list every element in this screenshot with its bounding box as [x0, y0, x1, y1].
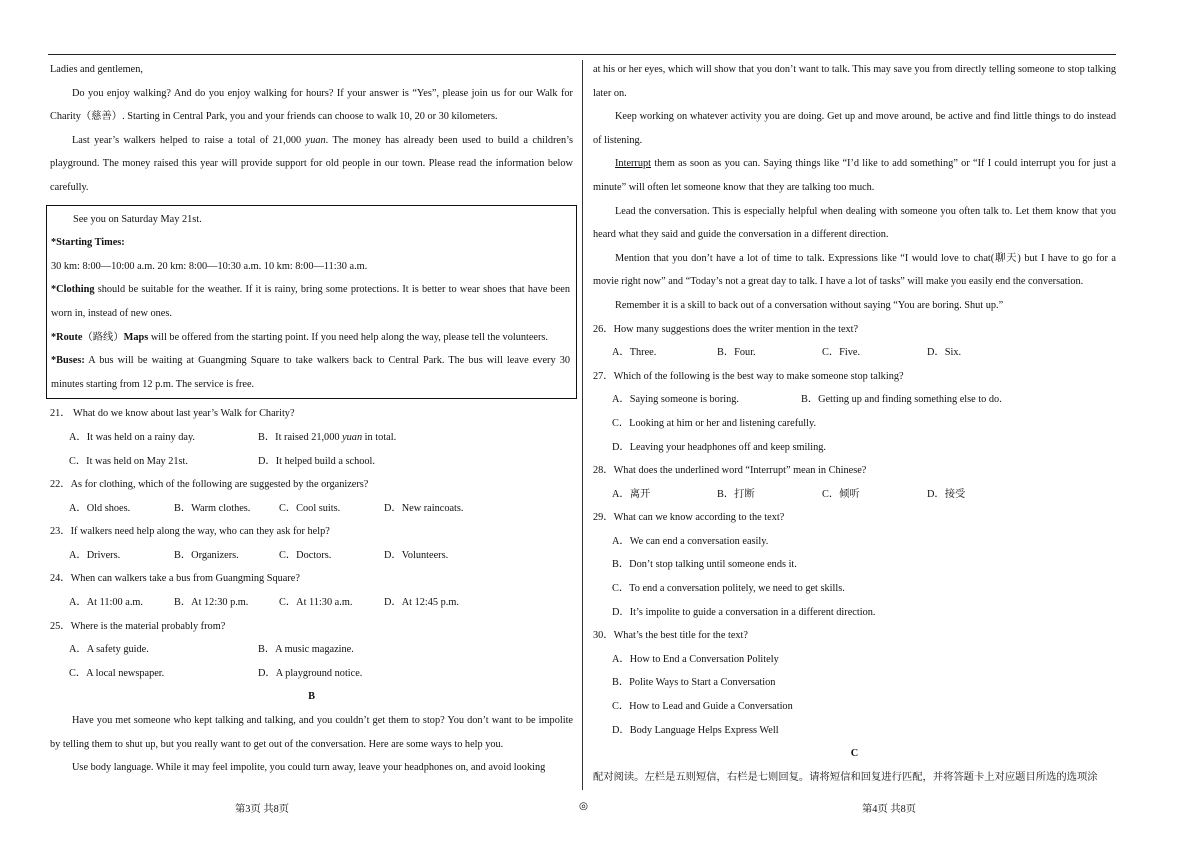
- q28-option-a: A．离开: [612, 488, 651, 500]
- q27-option-a: A．Saying someone is boring.: [612, 394, 739, 406]
- notice-box: [46, 205, 577, 400]
- q22-options: [50, 497, 573, 521]
- q21-options-row-1: [50, 426, 573, 450]
- page-number-left: 第3页 共8页: [235, 804, 290, 815]
- passage-b-paragraph-8: Remember it is a skill to back out of a conversation without saying “You are boring. Shut up.”: [615, 299, 1004, 311]
- q21-option-c: C．It was held on May 21st.: [69, 455, 188, 467]
- question-23: 23．If walkers need help along the way, who can they ask for help?: [50, 526, 330, 538]
- notice-clothing: *Clothing should be suitable for the weather. If it is rainy, bring some protections. It is better to wear shoes that have been worn in, instead of new ones.: [51, 284, 570, 319]
- column-divider: [582, 60, 583, 790]
- q24-option-c: C．At 11:30 a.m.: [279, 597, 353, 609]
- q25-option-b: B．A music magazine.: [258, 644, 354, 656]
- question-21: 21． What do we know about last year’s Walk for Charity?: [50, 408, 295, 420]
- question-25: 25．Where is the material probably from?: [50, 620, 226, 632]
- q23-option-a: A．Drivers.: [69, 549, 121, 561]
- q25-option-a: A．A safety guide.: [69, 644, 149, 656]
- question-27: 27．Which of the following is the best way to make someone stop talking?: [593, 370, 904, 382]
- q25-options-row-2: [50, 662, 573, 686]
- q22-option-a: A．Old shoes.: [69, 502, 131, 514]
- q25-option-d: D．A playground notice.: [258, 667, 363, 679]
- q30-option-b: B．Polite Ways to Start a Conversation: [612, 677, 776, 689]
- q21-option-a: A．It was held on a rainy day.: [69, 431, 196, 443]
- underlined-word-interrupt: Interrupt: [615, 158, 652, 170]
- intro-paragraph-1: Do you enjoy walking? And do you enjoy walking for hours? If your answer is “Yes”, please join us for our Walk for Charity（慈善）. Starting in Central Park, you and your friends can choose to walk 10, 20 or 30 kilometers.: [50, 87, 573, 123]
- q27-option-c: C．Looking at him or her and listening carefully.: [612, 417, 817, 429]
- q28-options: [593, 483, 1116, 507]
- passage-b-paragraph-4: Keep working on whatever activity you are doing. Get up and move around, be active and find little things to do instead of listening.: [593, 111, 1116, 146]
- notice-times: 30 km: 8:00—10:00 a.m. 20 km: 8:00—10:30 a.m. 10 km: 8:00—11:30 a.m.: [51, 260, 368, 272]
- q29-option-b: B．Don’t stop talking until someone ends it.: [612, 559, 797, 571]
- q29-option-d: D．It’s impolite to guide a conversation in a different direction.: [612, 606, 876, 618]
- question-28: 28．What does the underlined word “Interrupt” mean in Chinese?: [593, 465, 867, 477]
- passage-b-paragraph-5: Interrupt them as soon as you can. Saying things like “I’d like to add something” or “If I could interrupt you for just a minute” will often let someone know that they are talking too much.: [593, 158, 1116, 193]
- q26-option-a: A．Three.: [612, 347, 657, 359]
- q26-options: [593, 341, 1116, 365]
- q21-options-row-2: [50, 450, 573, 474]
- q28-option-b: B．打断: [717, 488, 755, 500]
- q21-option-b: B．It raised 21,000 yuan in total.: [258, 431, 397, 443]
- q22-option-c: C．Cool suits.: [279, 502, 341, 514]
- question-24: 24．When can walkers take a bus from Guangming Square?: [50, 573, 300, 585]
- q21-option-d: D．It helped build a school.: [258, 455, 375, 467]
- binding-mark: ◎: [579, 801, 588, 812]
- q23-option-d: D．Volunteers.: [384, 549, 449, 561]
- passage-b-paragraph-7: Mention that you don’t have a lot of time to talk. Expressions like “I would love to chat(聊天) but I have to go for a movie right now” and “Today’s not a great day to talk. I have a lot of tasks” will make you easily end the conversation.: [593, 252, 1116, 288]
- q23-option-c: C．Doctors.: [279, 549, 332, 561]
- section-c-heading: C: [850, 748, 859, 760]
- section-c-intro: 配对阅读。左栏是五则短信，右栏是七则回复。请将短信和回复进行匹配，并将答题卡上对应题目所选的选项涂: [593, 771, 1098, 783]
- notice-date: See you on Saturday May 21st.: [73, 213, 202, 225]
- left-page: [50, 58, 573, 780]
- q24-option-d: D．At 12:45 p.m.: [384, 597, 459, 609]
- intro-paragraph-2: [50, 129, 573, 200]
- notice-start-label: *Starting Times:: [51, 237, 125, 249]
- page-number-right: 第4页 共8页: [862, 804, 917, 815]
- q26-option-b: B．Four.: [717, 347, 756, 359]
- q25-options-row-1: [50, 638, 573, 662]
- q30-option-c: C．How to Lead and Guide a Conversation: [612, 701, 793, 713]
- passage-b-paragraph-2: Use body language. While it may feel impolite, you could turn away, leave your headphones on, and avoid looking: [72, 762, 546, 774]
- q23-options: [50, 544, 573, 568]
- greeting: Ladies and gentlemen,: [50, 64, 143, 75]
- q30-option-a: A．How to End a Conversation Politely: [612, 653, 779, 665]
- q22-option-d: D．New raincoats.: [384, 502, 464, 514]
- notice-buses: *Buses: A bus will be waiting at Guangming Square to take walkers back to Central Park. The bus will leave every 30 minutes starting from 12 p.m. The service is free.: [51, 355, 570, 390]
- passage-b-paragraph-6: Lead the conversation. This is especially helpful when dealing with someone you often talk to. Let them know that you heard what they said and guide the conversation in a different direction.: [593, 205, 1116, 241]
- q24-option-a: A．At 11:00 a.m.: [69, 597, 143, 609]
- q23-option-b: B．Organizers.: [174, 549, 239, 561]
- question-22: 22．As for clothing, which of the following are suggested by the organizers?: [50, 479, 369, 491]
- section-b-heading: B: [308, 691, 315, 703]
- q29-option-a: A．We can end a conversation easily.: [612, 535, 769, 547]
- q27-option-b: B．Getting up and finding something else to do.: [801, 394, 1002, 406]
- passage-b-paragraph-1: Have you met someone who kept talking and talking, and you couldn’t get them to stop? You don’t want to be impolite by telling them to shut up, but you really want to get out of the conversation. Here are some ways to help you.: [50, 715, 573, 750]
- q26-option-d: D．Six.: [927, 347, 962, 359]
- question-26: 26．How many suggestions does the writer mention in the text?: [593, 323, 859, 335]
- q25-option-c: C．A local newspaper.: [69, 667, 165, 679]
- intro-text-b: . The money has already been used to build a children’s playground. The money raised this year will provide support for old people in our town. Please read the information below carefully.: [50, 134, 573, 193]
- question-30: 30．What’s the best title for the text?: [593, 630, 748, 642]
- question-29: 29．What can we know according to the text?: [593, 512, 785, 524]
- q22-option-b: B．Warm clothes.: [174, 502, 251, 514]
- notice-route: *Route（路线）Maps will be offered from the starting point. If you need help along the way, please tell the volunteers.: [51, 331, 549, 343]
- q29-option-c: C．To end a conversation politely, we need to get skills.: [612, 583, 845, 595]
- q28-option-d: D．接受: [927, 488, 966, 500]
- q28-option-c: C．倾听: [822, 488, 860, 500]
- intro-yuan: yuan: [305, 134, 326, 146]
- q24-options: [50, 591, 573, 615]
- intro-text-a: Last year’s walkers helped to raise a total of 21,000: [72, 134, 306, 146]
- q27-options-row-1: [593, 388, 1116, 412]
- q26-option-c: C．Five.: [822, 347, 861, 359]
- q30-option-d: D．Body Language Helps Express Well: [612, 724, 779, 736]
- q27-option-d: D．Leaving your headphones off and keep smiling.: [612, 441, 826, 453]
- passage-b-paragraph-3: at his or her eyes, which will show that you don’t want to talk. This may save you from directly telling someone to stop talking later on.: [593, 64, 1116, 99]
- header-rule: [48, 54, 1116, 55]
- right-page: [593, 58, 1116, 789]
- q24-option-b: B．At 12:30 p.m.: [174, 597, 249, 609]
